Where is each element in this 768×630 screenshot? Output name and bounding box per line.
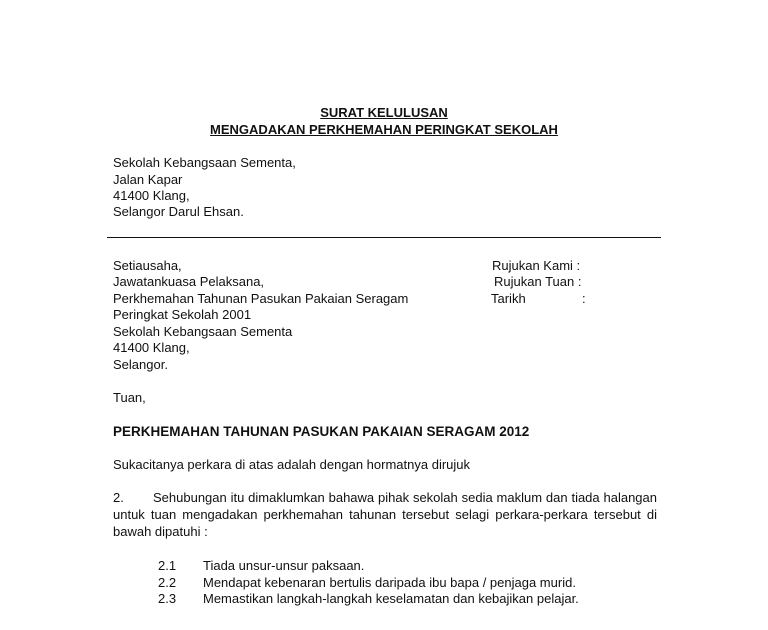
sender-address-line: 41400 Klang, — [113, 188, 190, 203]
recipient-address-line: Peringkat Sekolah 2001 — [113, 307, 252, 322]
recipient-address-line: 41400 Klang, — [113, 340, 190, 355]
your-reference-label: Rujukan Tuan : — [494, 274, 582, 289]
list-item-text: Tiada unsur-unsur paksaan. — [203, 558, 365, 573]
recipient-address-line: Jawatankuasa Pelaksana, — [113, 274, 265, 289]
sender-address-line: Sekolah Kebangsaan Sementa, — [113, 155, 296, 170]
recipient-address-line: Setiausaha, — [113, 258, 182, 273]
date-label: Tarikh — [491, 291, 526, 306]
list-item — [158, 557, 364, 574]
list-item-number: 2.2 — [158, 575, 177, 590]
paragraph-2 — [113, 489, 657, 540]
letter-subtitle: MENGADAKAN PERKHEMAHAN PERINGKAT SEKOLAH — [210, 122, 558, 137]
list-item-number: 2.1 — [158, 558, 177, 573]
list-item-text: Mendapat kebenaran bertulis daripada ibu bapa / penjaga murid. — [203, 575, 576, 590]
paragraph-number: 2. — [113, 490, 124, 505]
paragraph-1: Sukacitanya perkara di atas adalah dengan hormatnya dirujuk — [113, 457, 471, 472]
subject-heading: PERKHEMAHAN TAHUNAN PASUKAN PAKAIAN SERAGAM 2012 — [113, 424, 530, 439]
list-item-number: 2.3 — [158, 591, 177, 606]
salutation: Tuan, — [113, 390, 146, 405]
paragraph-2-text: Sehubungan itu dimaklumkan bahawa pihak sekolah sedia maklum dan tiada halangan untuk tuan mengadakan perkhemahan tahunan tersebut selagi perkara-perkara tersebut di bawah dipatuhi : — [113, 490, 657, 539]
letter-title: SURAT KELULUSAN — [320, 105, 448, 120]
list-item-text: Memastikan langkah-langkah keselamatan dan kebajikan pelajar. — [203, 591, 579, 606]
recipient-address-line: Selangor. — [113, 357, 168, 372]
our-reference-label: Rujukan Kami : — [492, 258, 581, 273]
list-item — [158, 574, 576, 591]
recipient-address-line: Sekolah Kebangsaan Sementa — [113, 324, 293, 339]
recipient-address-line: Perkhemahan Tahunan Pasukan Pakaian Seragam — [113, 291, 409, 306]
list-item — [158, 590, 579, 607]
sender-address-line: Jalan Kapar — [113, 172, 183, 187]
sender-address-line: Selangor Darul Ehsan. — [113, 204, 244, 219]
header-divider — [107, 237, 661, 238]
date-colon: : — [582, 291, 586, 306]
